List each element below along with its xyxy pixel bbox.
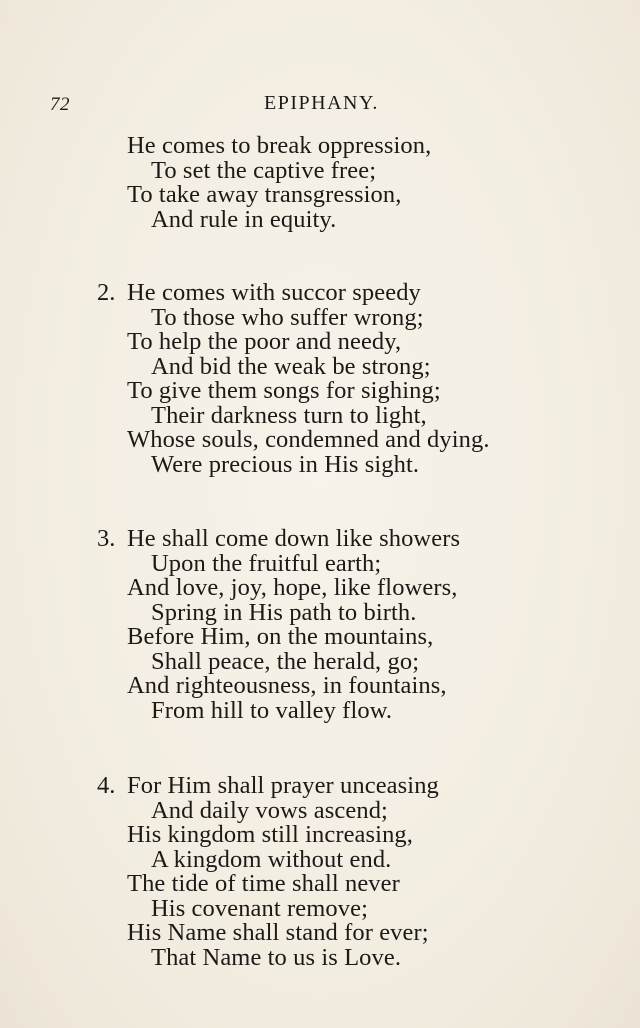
running-head: EPIPHANY. [264, 92, 379, 114]
stanza-line: Their darkness turn to light, [151, 401, 427, 429]
stanza-line: The tide of time shall never [127, 870, 400, 897]
stanza-line: To help the poor and needy, [127, 328, 402, 355]
stanza-line: Shall peace, the herald, go; [151, 647, 420, 675]
stanza-line: To those who suffer wrong; [151, 303, 424, 331]
stanza-line: To set the captive free; [151, 156, 377, 184]
stanza-line: And daily vows ascend; [151, 796, 388, 824]
stanza-number: 2. [97, 279, 116, 306]
stanza-line: A kingdom without end. [151, 845, 392, 873]
stanza-line: His kingdom still increasing, [127, 821, 413, 848]
stanza-line: He comes to break oppression, [127, 132, 432, 159]
stanza-line: And righteousness, in fountains, [127, 672, 447, 699]
stanza-line: His covenant remove; [151, 894, 368, 922]
stanza-line: Whose souls, condemned and dying. [127, 426, 490, 453]
page-number: 72 [50, 94, 70, 115]
stanza-number: 3. [97, 525, 116, 552]
stanza-line: Were precious in His sight. [151, 450, 420, 478]
stanza-line: Before Him, on the mountains, [127, 623, 434, 650]
stanza-line: Upon the fruitful earth; [151, 549, 382, 577]
stanza-line: His Name shall stand for ever; [127, 919, 429, 946]
stanza-line: He comes with succor speedy [127, 279, 421, 306]
stanza-line: To take away transgression, [127, 181, 402, 208]
stanza-line: From hill to valley flow. [151, 696, 393, 724]
stanza-number: 4. [97, 772, 116, 799]
stanza-line: To give them songs for sighing; [127, 377, 441, 404]
stanza-line: That Name to us is Love. [151, 943, 402, 971]
stanza-line: And love, joy, hope, like flowers, [127, 574, 458, 601]
stanza-line: And bid the weak be strong; [151, 352, 431, 380]
stanza-line: Spring in His path to birth. [151, 598, 417, 626]
stanza-line: For Him shall prayer unceasing [127, 772, 439, 799]
stanza-line: And rule in equity. [151, 205, 337, 233]
stanza-line: He shall come down like showers [127, 525, 461, 552]
